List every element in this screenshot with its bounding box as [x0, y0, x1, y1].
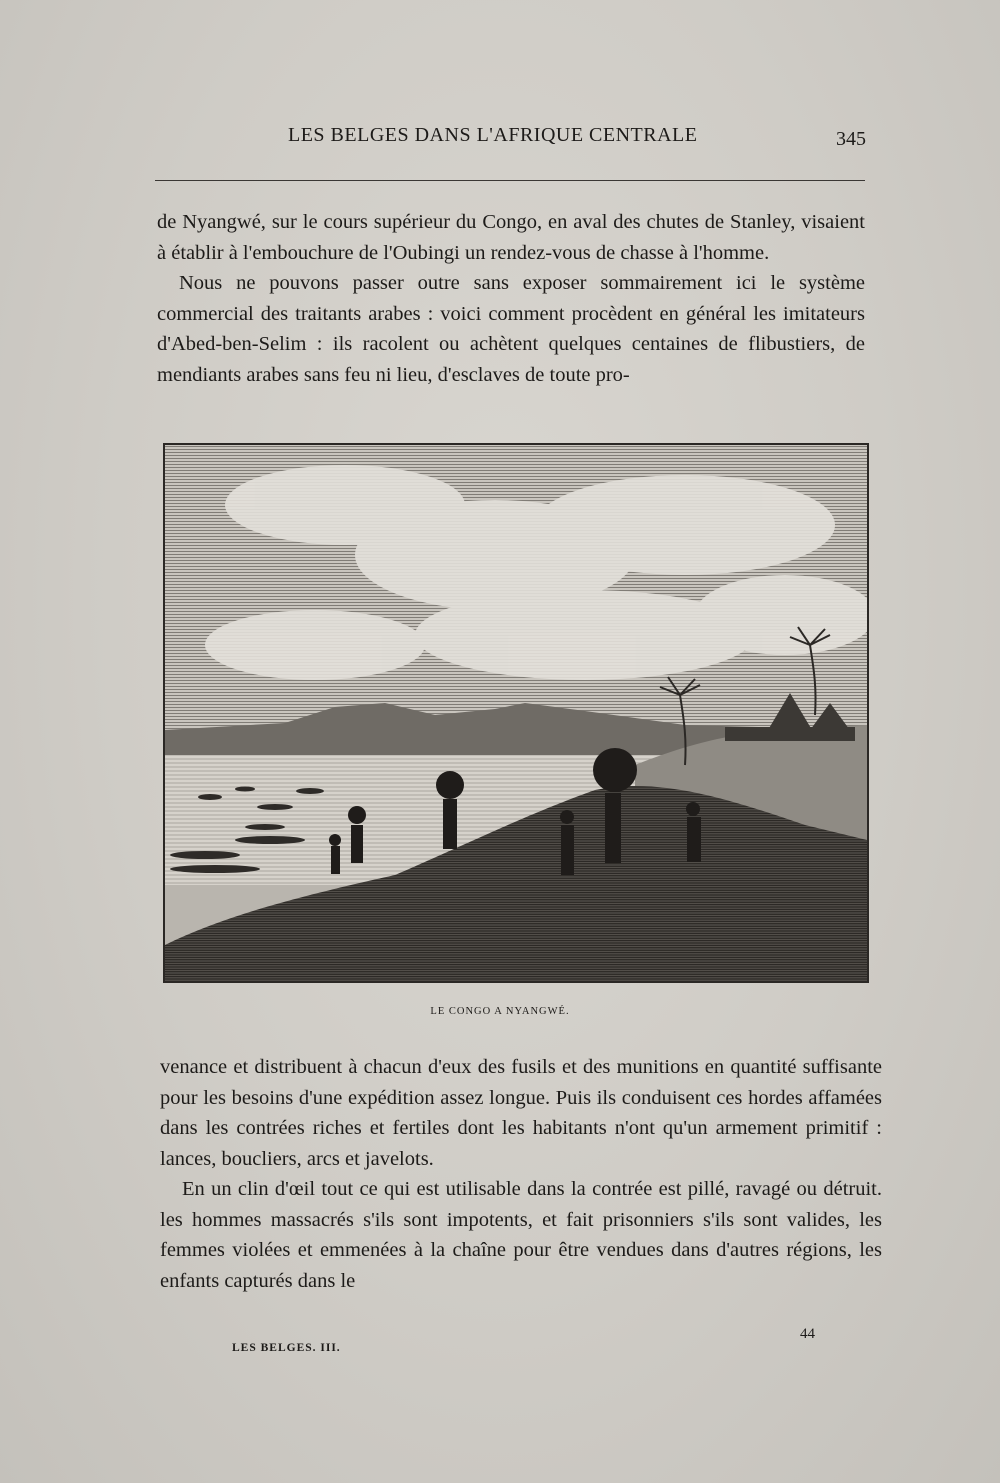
river-landscape-engraving	[165, 445, 867, 981]
paragraph: En un clin d'œil tout ce qui est utilisable dans la contrée est pillé, ravagé ou détruit. les hommes massacrés s'ils sont impotents, et fait prisonniers s'ils sont valides, les femmes violées et emmenées à la chaîne pour être vendues dans d'autres régions, les enfants capturés dans le	[160, 1178, 882, 1292]
body-text-bottom	[160, 1052, 882, 1296]
body-text-top	[157, 207, 865, 390]
engraving-illustration	[163, 443, 869, 983]
sheet-number: 44	[800, 1326, 815, 1342]
header-rule	[155, 180, 865, 181]
running-title: LES BELGES DANS L'AFRIQUE CENTRALE	[288, 124, 698, 146]
paragraph: Nous ne pouvons passer outre sans exposer sommairement ici le système commercial des traitants arabes : voici comment procèdent en général les imitateurs d'Abed-ben-Selim : ils racolent ou achètent quelques centaines de flibustiers, de mendiants arabes sans feu ni lieu, d'esclaves de toute pro-	[157, 272, 865, 386]
printer-signature: LES BELGES. III.	[232, 1342, 341, 1354]
paragraph: venance et distribuent à chacun d'eux des fusils et des munitions en quantité suffisante pour les besoins d'une expédition assez longue. Puis ils conduisent ces hordes affamées dans les contrées riches et fertiles dont les habitants n'ont qu'un armement primitif : lances, boucliers, arcs et javelots.	[160, 1056, 882, 1170]
figure-caption: LE CONGO A NYANGWÉ.	[430, 1006, 570, 1017]
page-number: 345	[836, 128, 866, 150]
paragraph: de Nyangwé, sur le cours supérieur du Congo, en aval des chutes de Stanley, visaient à établir à l'embouchure de l'Oubingi un rendez-vous de chasse à l'homme.	[157, 211, 865, 264]
